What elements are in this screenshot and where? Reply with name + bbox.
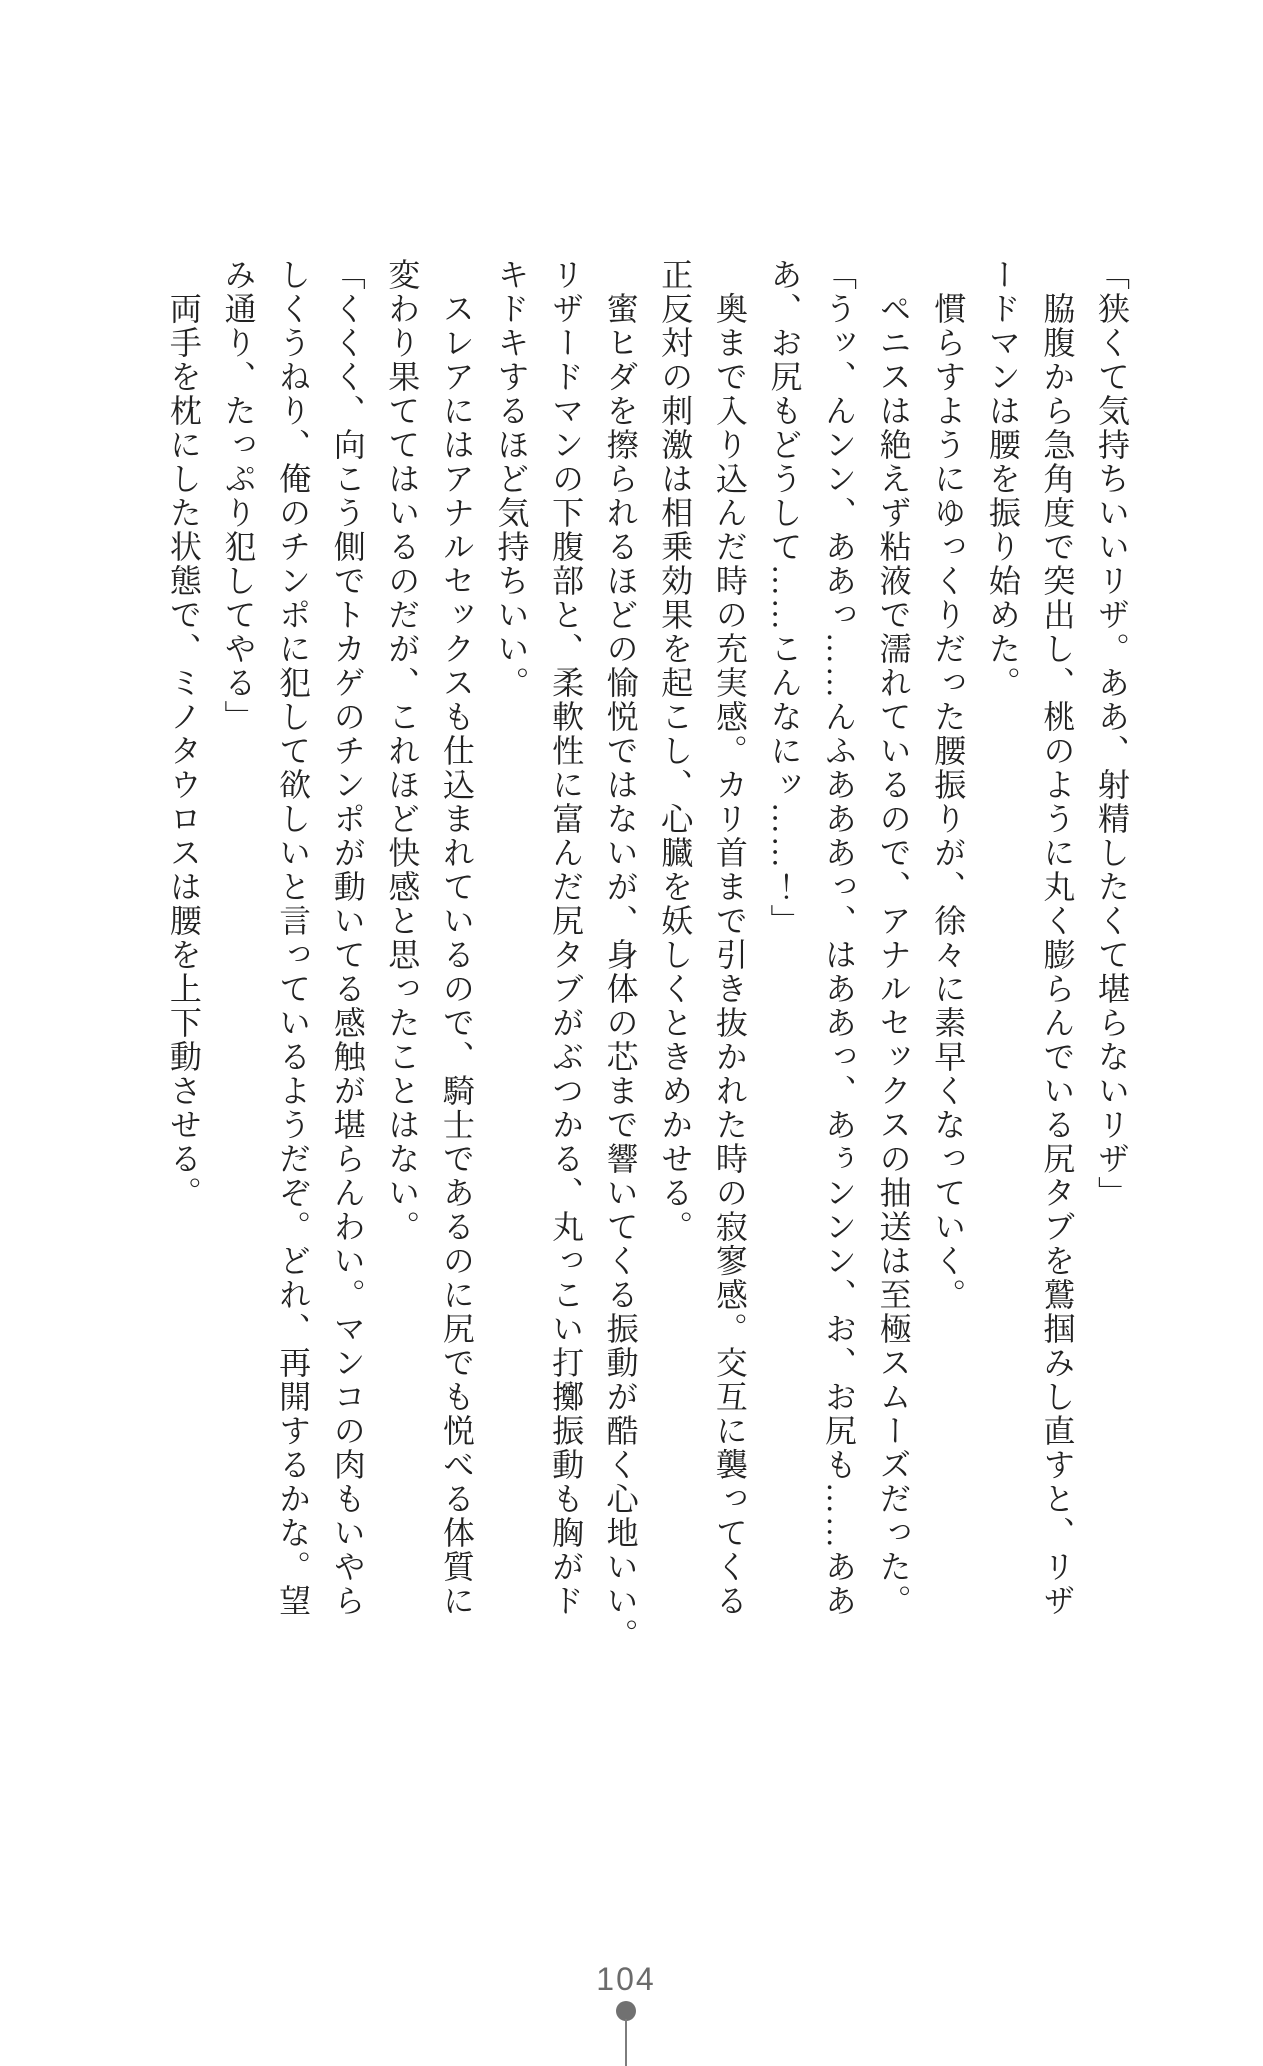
- text-line: 蜜ヒダを擦られるほどの愉悦ではないが、身体の芯まで響いてくる振動が酷く心地いい。: [602, 292, 639, 1652]
- text-line: スレアにはアナルセックスも仕込まれているので、騎士であるのに尻でも悦べる体質に: [438, 292, 475, 1618]
- text-line: み通り、たっぷり犯してやる」: [220, 258, 257, 734]
- text-line: 「くくく、向こう側でトカゲのチンポが動いてる感触が堪らんわい。マンコの肉もいやら: [329, 258, 366, 1618]
- text-line: しくうねり、俺のチンポに犯して欲しいと言っているようだぞ。どれ、再開するかな。望: [275, 258, 312, 1618]
- text-line: キドキするほど気持ちいい。: [493, 258, 530, 700]
- text-block: [156, 258, 1139, 1652]
- text-line: あ、お尻もどうして……こんなにッ……！」: [766, 258, 803, 938]
- text-line: 「狭くて気持ちいいリザ。ああ、射精したくて堪らないリザ」: [1094, 258, 1130, 1210]
- page-marker-line: [625, 2019, 627, 2066]
- text-line: 正反対の刺激は相乗効果を起こし、心臓を妖しくときめかせる。: [657, 258, 694, 1244]
- text-line: 「うッ、んンン、ああっ……んふあああっ、はああっ、あぅンンン、お、お尻も……ああ: [821, 258, 858, 1618]
- text-line: 慣らすようにゆっくりだった腰振りが、徐々に素早くなっていく。: [930, 292, 967, 1312]
- page-number: 104: [596, 1961, 656, 1997]
- text-line: 脇腹から急角度で突出し、桃のように丸く膨らんでいる尻タブを鷲掴みし直すと、リザ: [1039, 292, 1076, 1618]
- text-line: ードマンは腰を振り始めた。: [984, 258, 1021, 700]
- text-line: 両手を枕にした状態で、ミノタウロスは腰を上下動させる。: [165, 292, 202, 1210]
- text-line: 奥まで入り込んだ時の充実感。カリ首まで引き抜かれた時の寂寥感。交互に襲ってくる: [711, 292, 748, 1618]
- text-line: リザードマンの下腹部と、柔軟性に富んだ尻タブがぶつかる、丸っこい打擲振動も胸がド: [548, 258, 585, 1618]
- text-line: 変わり果ててはいるのだが、これほど快感と思ったことはない。: [384, 258, 421, 1244]
- text-line: ペニスは絶えず粘液で濡れているので、アナルセックスの抽送は至極スムーズだった。: [875, 292, 912, 1618]
- page-marker-dot: [616, 2001, 636, 2021]
